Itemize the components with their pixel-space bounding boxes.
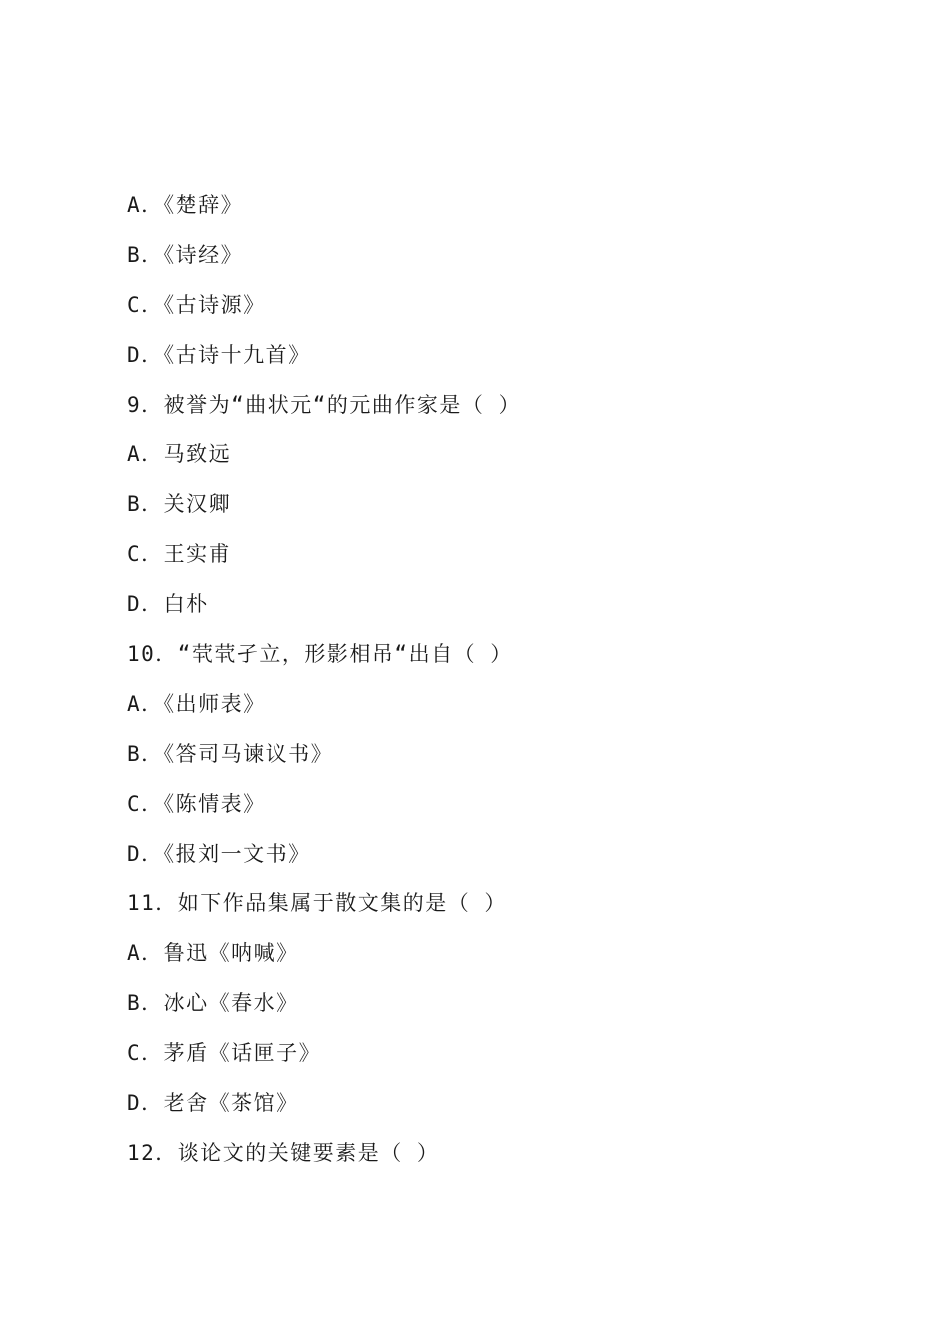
- q11-option-b: B．冰心《春水》: [127, 991, 299, 1016]
- q11-option-a: A．鲁迅《呐喊》: [127, 941, 299, 966]
- q10-option-a: A．《出师表》: [127, 691, 266, 716]
- option-b-shijing: B．《诗经》: [127, 242, 244, 267]
- question-11: 11．如下作品集属于散文集的是（ ）: [127, 891, 507, 916]
- q10-option-d: D．《报刘一文书》: [127, 841, 311, 866]
- q9-option-d: D．白朴: [127, 592, 209, 617]
- q9-option-b: B．关汉卿: [127, 492, 232, 517]
- option-c-gushiyuan: C．《古诗源》: [127, 292, 266, 317]
- q11-option-c: C．茅盾《话匣子》: [127, 1041, 322, 1066]
- question-9: 9．被誉为“曲状元“的元曲作家是（ ）: [127, 392, 522, 417]
- q10-option-b: B．《答司马谏议书》: [127, 741, 334, 766]
- question-12: 12．谈论文的关键要素是（ ）: [127, 1140, 440, 1165]
- question-10: 10．“茕茕孑立，形影相吊“出自（ ）: [127, 642, 513, 667]
- option-d-gushi-shijiushou: D．《古诗十九首》: [127, 342, 311, 367]
- q9-option-c: C．王实甫: [127, 542, 232, 567]
- q10-option-c: C．《陈情表》: [127, 791, 266, 816]
- q9-option-a: A．马致远: [127, 442, 232, 467]
- option-a-chuci: A．《楚辞》: [127, 193, 244, 217]
- q11-option-d: D．老舍《茶馆》: [127, 1091, 299, 1116]
- question-list: [127, 188, 887, 1186]
